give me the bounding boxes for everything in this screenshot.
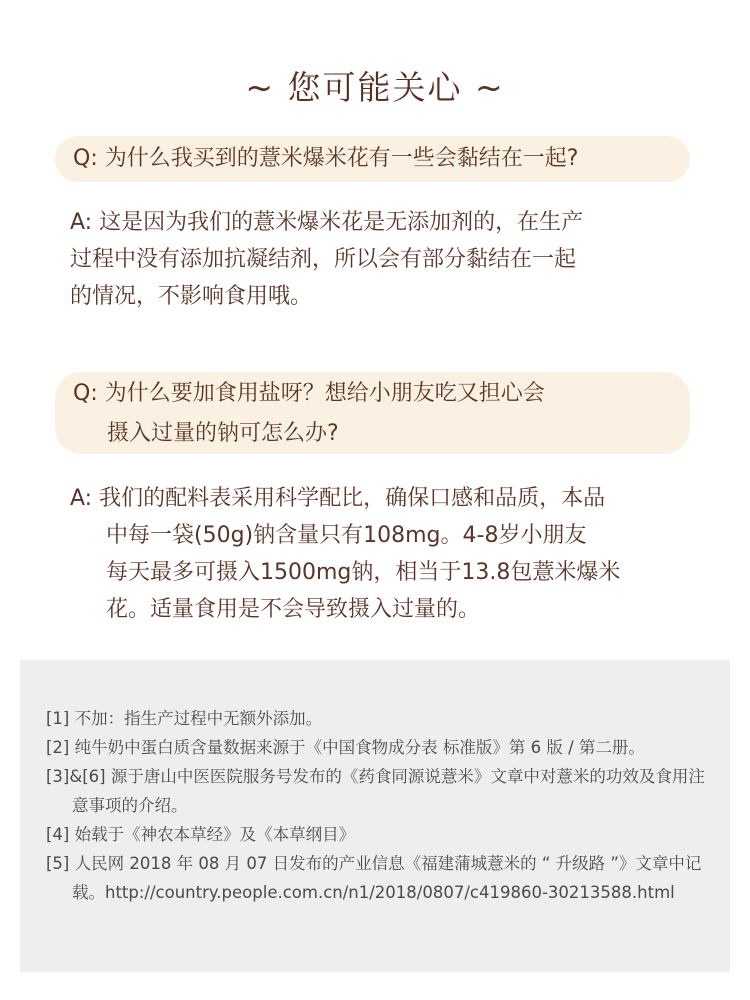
page-title: ~ 您可能关心 ~: [245, 68, 505, 107]
answer-line: 中每一袋(50g)钠含量只有108mg。4-8岁小朋友: [106, 523, 587, 548]
footnote: [1] 不加：指生产过程中无额外添加。: [46, 709, 323, 728]
footnotes-panel: [20, 660, 730, 972]
answer-line: 花。适量食用是不会导致摄入过量的。: [106, 597, 481, 622]
answer-line: 过程中没有添加抗凝结剂，所以会有部分黏结在一起: [70, 247, 577, 272]
question-text: 摄入过量的钠可怎么办?: [107, 421, 339, 446]
answer-line: 每天最多可摄入1500mg钠，相当于13.8包薏米爆米: [106, 560, 621, 585]
faq-answer-1: [70, 204, 710, 315]
footnote: [5] 人民网 2018 年 08 月 07 日发布的产业信息《福建蒲城薏米的 “ 升级路 ”》文章中记载。http://country.people.com.cn/n1/2018/0807/c419860-30213588.html: [46, 854, 702, 902]
footnote: [2] 纯牛奶中蛋白质含量数据来源于《中国食物成分表 标准版》第 6 版 / 第二册。: [46, 738, 645, 757]
faq-answer-2: [70, 480, 710, 628]
question-text: Q: 为什么要加食用盐呀？想给小朋友吃又担心会: [73, 381, 545, 406]
answer-line: A: 这是因为我们的薏米爆米花是无添加剂的，在生产: [70, 210, 584, 235]
footnote: [4] 始载于《神农本草经》及《本草纲目》: [46, 825, 356, 844]
faq-question-1: [55, 136, 690, 182]
answer-line: 的情况，不影响食用哦。: [70, 284, 313, 309]
footnote: [3]&[6] 源于唐山中医医院服务号发布的《药食同源说薏米》文章中对薏米的功效及食用注意事项的介绍。: [46, 767, 705, 815]
question-text: Q: 为什么我买到的薏米爆米花有一些会黏结在一起?: [73, 146, 579, 171]
answer-line: A: 我们的配料表采用科学配比，确保口感和品质，本品: [70, 486, 606, 511]
faq-question-2: [55, 372, 690, 454]
